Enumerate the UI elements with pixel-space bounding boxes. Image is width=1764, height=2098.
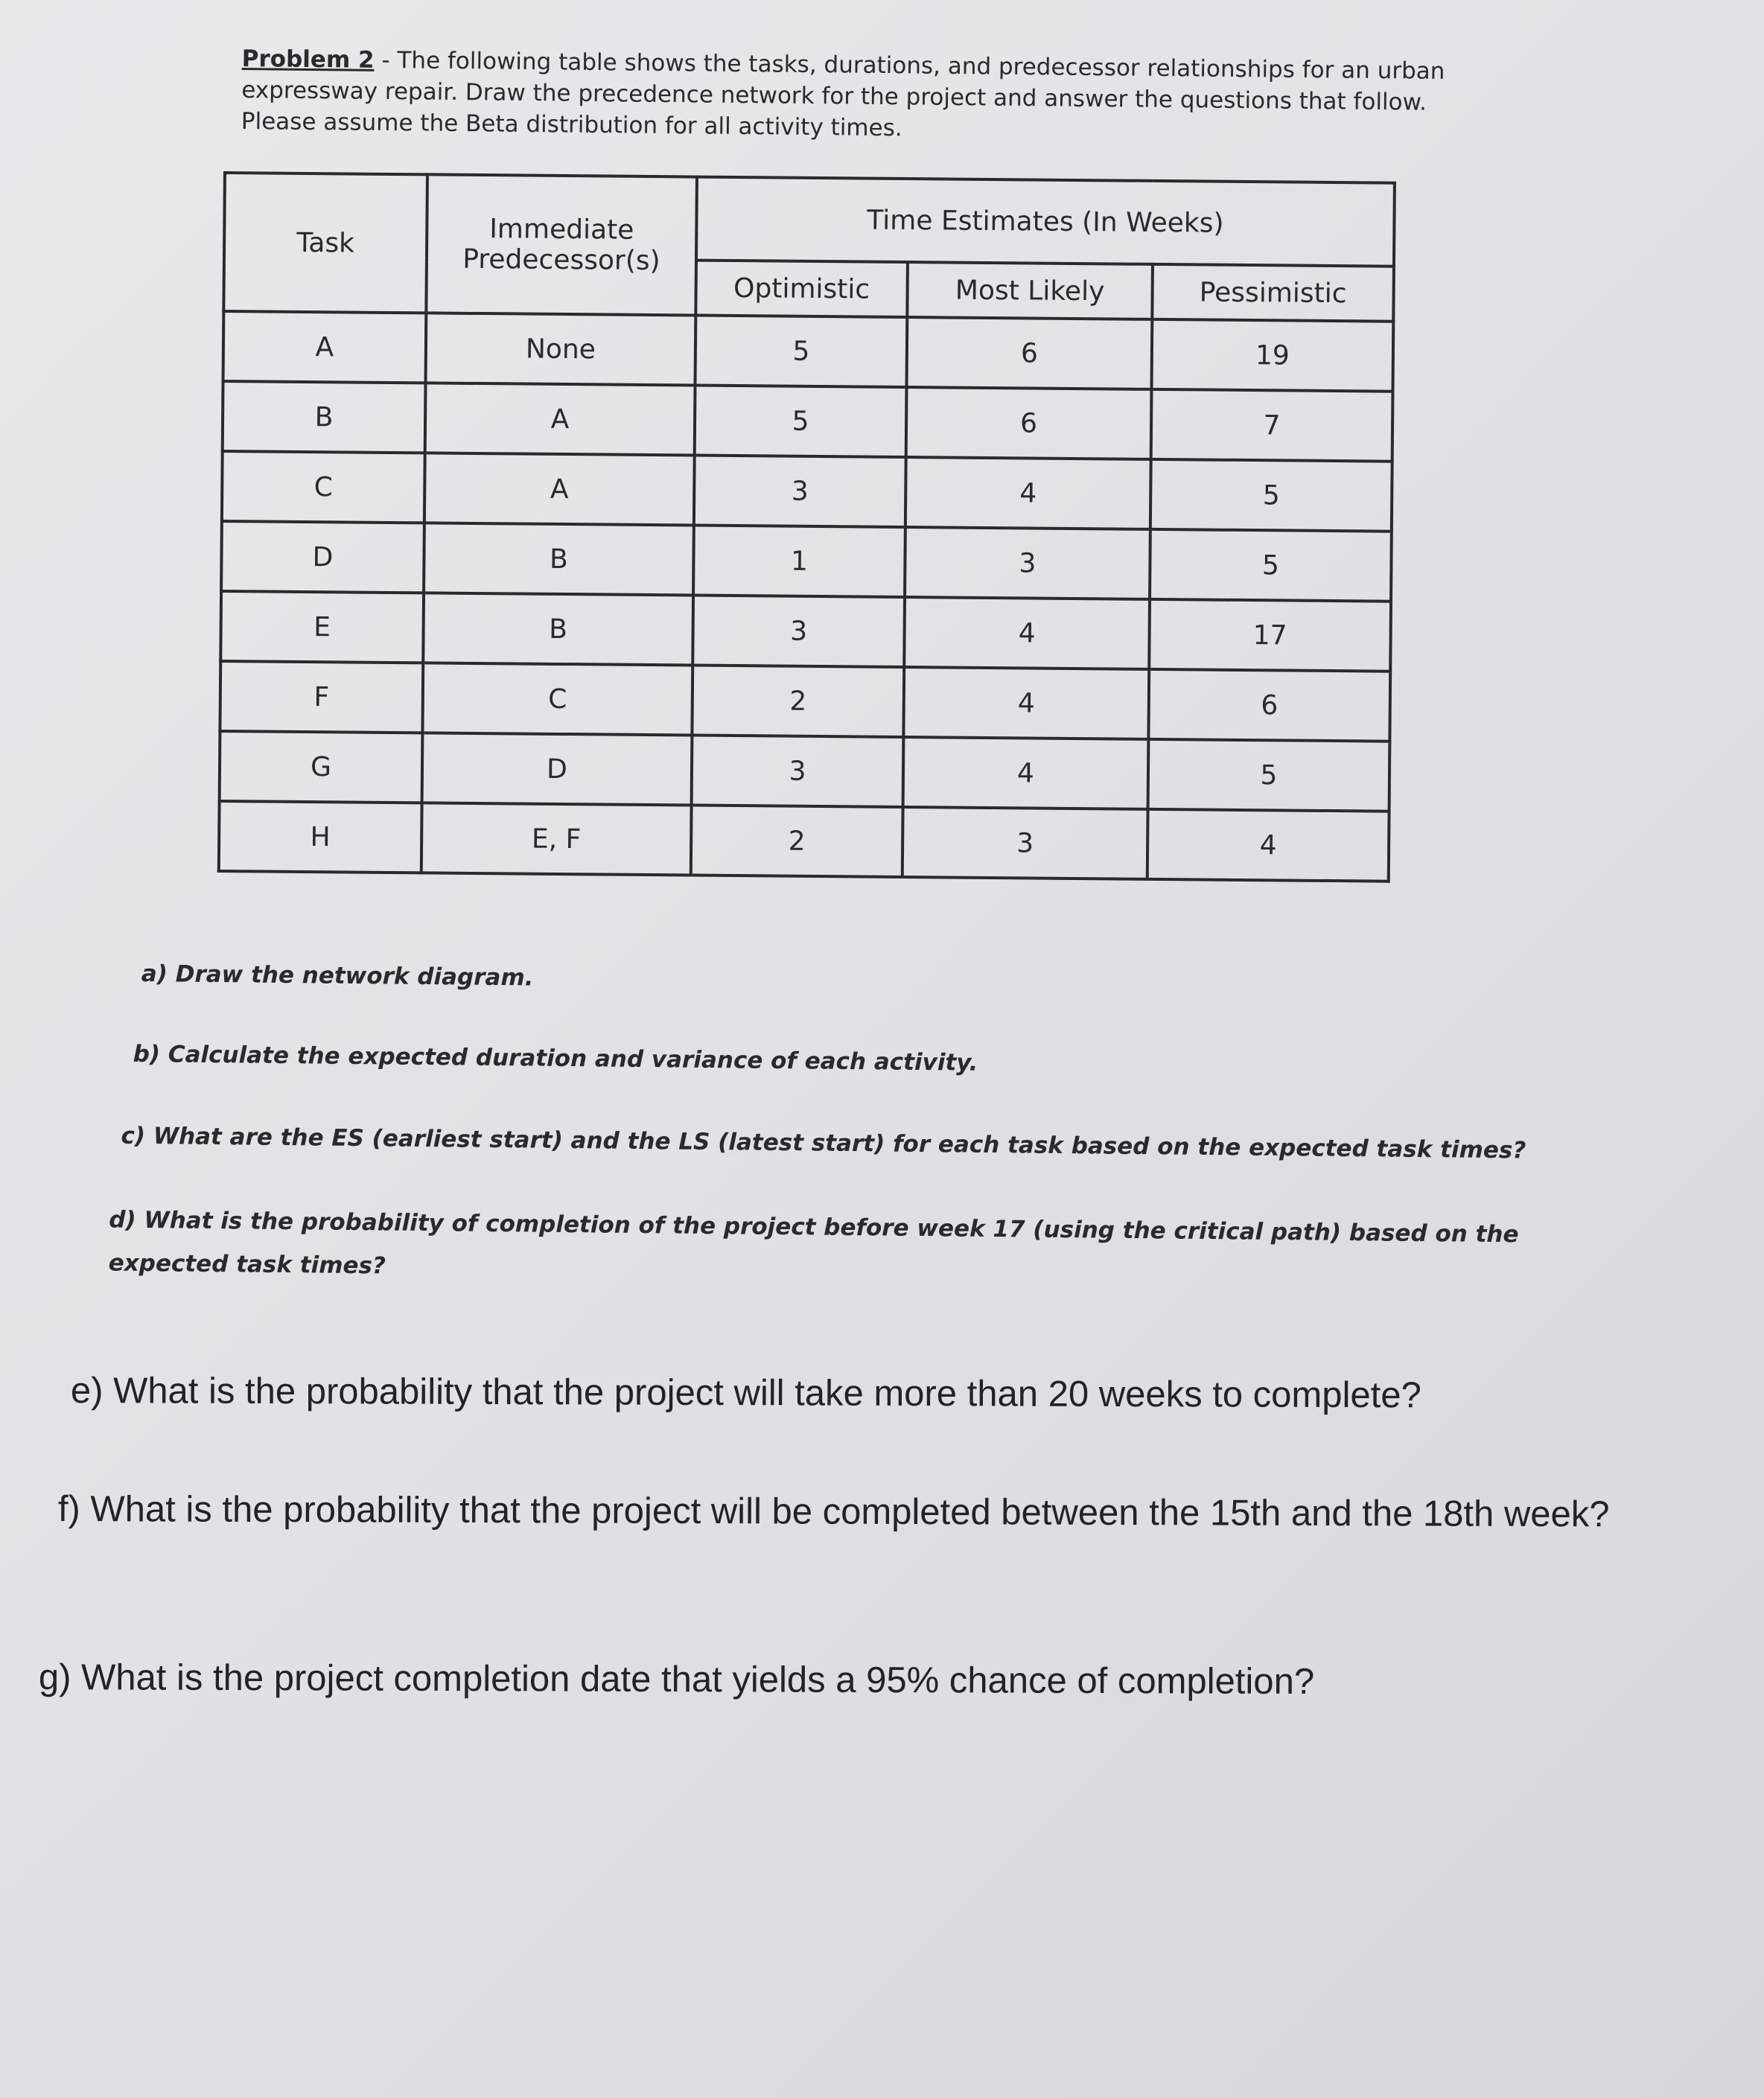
cell-most-likely: 4 — [905, 457, 1151, 529]
cell-task: D — [221, 521, 424, 593]
cell-pessimistic: 6 — [1148, 669, 1390, 742]
question-a: a) Draw the network diagram. — [141, 960, 534, 992]
cell-predecessor: A — [424, 453, 695, 525]
intro-line-2: expressway repair. Draw the precedence network for the project and answer the questions that follow. — [241, 76, 1427, 116]
cell-pessimistic: 19 — [1151, 319, 1393, 392]
cell-optimistic: 3 — [694, 456, 906, 527]
cell-pessimistic: 7 — [1151, 389, 1393, 462]
problem-label: Problem 2 — [241, 45, 375, 74]
problem-intro — [241, 43, 1642, 152]
table-row — [222, 451, 1392, 532]
table-header-row — [224, 173, 1395, 267]
header-task: Task — [223, 173, 427, 313]
task-table-container — [217, 171, 1396, 883]
cell-task: G — [220, 731, 423, 803]
cell-pessimistic: 5 — [1148, 739, 1390, 812]
cell-most-likely: 3 — [905, 527, 1150, 599]
question-d: d) What is the probability of completion of the project before week 17 (using the critical path) based on the expected task times? — [108, 1206, 1519, 1280]
cell-predecessor: C — [422, 663, 692, 735]
question-e: e) What is the probability that the project will take more than 20 weeks to complete? — [70, 1371, 1421, 1416]
cell-most-likely: 6 — [906, 387, 1152, 459]
cell-most-likely: 4 — [903, 667, 1149, 739]
intro-line-3: Please assume the Beta distribution for all activity times. — [241, 107, 902, 142]
cell-predecessor: None — [426, 313, 696, 385]
header-pessimistic: Pessimistic — [1152, 264, 1394, 322]
question-g: g) What is the project completion date that yields a 95% chance of completion? — [38, 1657, 1315, 1702]
cell-optimistic: 2 — [691, 806, 903, 877]
header-time-estimates: Time Estimates (In Weeks) — [696, 177, 1395, 267]
cell-pessimistic: 5 — [1150, 459, 1392, 532]
cell-optimistic: 3 — [692, 736, 904, 807]
cell-most-likely: 6 — [907, 317, 1153, 389]
cell-predecessor: D — [422, 733, 692, 805]
table-row — [223, 381, 1393, 462]
cell-task: A — [223, 311, 427, 383]
intro-text-1: - The following table shows the tasks, durations, and predecessor relationships for an urban — [374, 46, 1445, 85]
cell-predecessor: E, F — [421, 803, 692, 875]
cell-optimistic: 5 — [695, 316, 908, 387]
task-table — [217, 171, 1396, 883]
cell-optimistic: 2 — [692, 666, 904, 737]
cell-predecessor: B — [424, 523, 694, 595]
cell-task: E — [220, 591, 424, 663]
cell-pessimistic: 4 — [1147, 809, 1389, 881]
cell-optimistic: 1 — [693, 526, 905, 597]
table-row — [221, 521, 1392, 602]
cell-task: H — [219, 801, 422, 873]
cell-most-likely: 4 — [903, 737, 1149, 809]
header-predecessor: Immediate Predecessor(s) — [426, 174, 697, 315]
table-row — [220, 731, 1390, 812]
cell-predecessor: B — [423, 593, 693, 665]
cell-task: F — [220, 661, 423, 733]
question-f: f) What is the probability that the project will be completed between the 15th and the 18th week? — [57, 1489, 1610, 1535]
cell-predecessor: A — [425, 383, 695, 455]
header-most-likely: Most Likely — [907, 262, 1153, 319]
cell-task: B — [223, 381, 426, 453]
cell-pessimistic: 5 — [1150, 529, 1392, 602]
table-row — [220, 661, 1390, 742]
table-row — [220, 591, 1391, 672]
question-c: c) What are the ES (earliest start) and the LS (latest start) for each task based on the expected task times? — [121, 1122, 1526, 1164]
cell-pessimistic: 17 — [1149, 599, 1391, 672]
table-row — [219, 801, 1389, 881]
cell-optimistic: 3 — [692, 596, 905, 667]
cell-task: C — [222, 451, 425, 523]
cell-most-likely: 3 — [902, 807, 1148, 879]
cell-most-likely: 4 — [904, 597, 1150, 669]
header-optimistic: Optimistic — [695, 261, 908, 317]
table-row — [223, 311, 1394, 392]
question-b: b) Calculate the expected duration and variance of each activity. — [133, 1040, 978, 1077]
cell-optimistic: 5 — [695, 386, 907, 457]
